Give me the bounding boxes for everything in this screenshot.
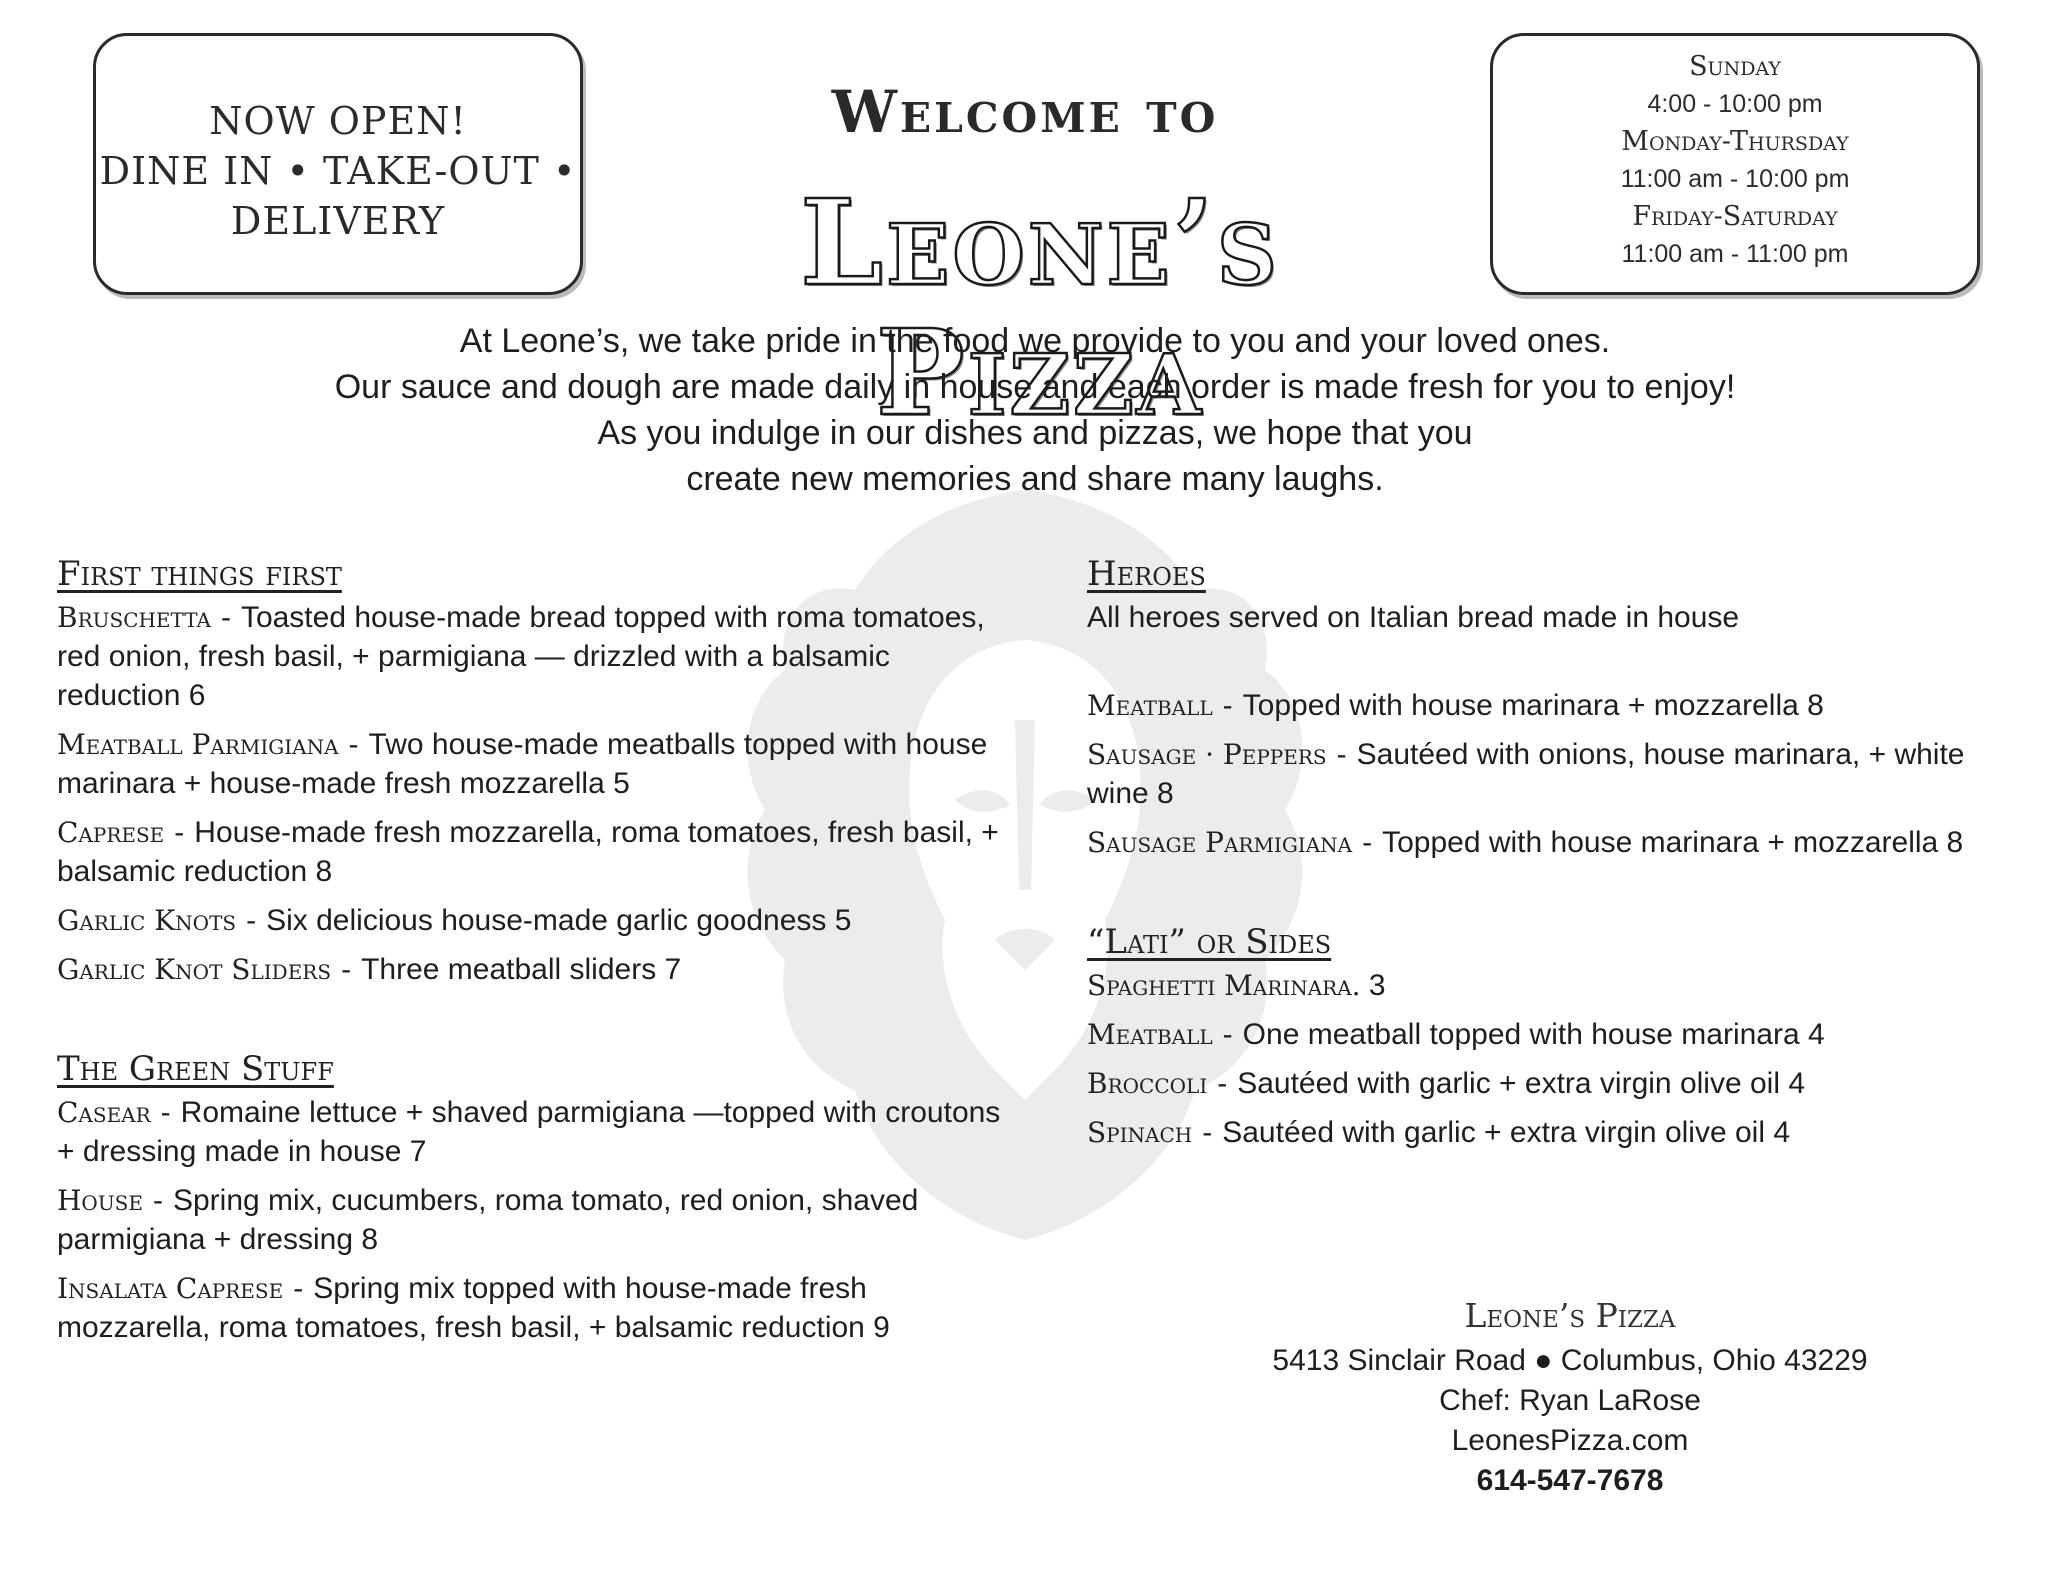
footer-contact bbox=[1180, 1295, 1960, 1501]
menu-item bbox=[1087, 1113, 2007, 1152]
intro-line: As you indulge in our dishes and pizzas, we hope that you bbox=[597, 414, 1473, 452]
menu-item bbox=[57, 598, 1007, 715]
item-name: Broccoli bbox=[1087, 1067, 1208, 1100]
item-name: Insalata Caprese bbox=[57, 1272, 284, 1305]
item-separator: - bbox=[1222, 689, 1233, 722]
item-separator: - bbox=[1362, 826, 1373, 859]
menu-item bbox=[57, 813, 1007, 891]
item-description: Two house-made meatballs topped with house marinara + house-made fresh mozzarella 5 bbox=[57, 728, 988, 800]
menu-item bbox=[57, 725, 1007, 803]
item-separator: - bbox=[341, 953, 352, 986]
menu-item bbox=[57, 901, 1007, 940]
item-separator: - bbox=[152, 1184, 163, 1217]
section-title-green-stuff: The Green Stuff bbox=[57, 1049, 334, 1089]
footer-address: 5413 Sinclair Road ● Columbus, Ohio 43229 bbox=[1272, 1344, 1868, 1377]
footer-restaurant-name: Leone’s Pizza bbox=[1464, 1296, 1676, 1335]
menu-item bbox=[1087, 686, 2007, 725]
item-name: Casear bbox=[57, 1096, 151, 1129]
item-separator: - bbox=[160, 1096, 171, 1129]
intro-line: create new memories and share many laughs. bbox=[686, 460, 1384, 498]
item-description: Topped with house marinara + mozzarella 8 bbox=[1382, 826, 1964, 859]
promo-line-2: DINE IN • TAKE-OUT • bbox=[99, 149, 577, 193]
item-separator: - bbox=[1336, 738, 1347, 771]
hours-time: 11:00 am - 11:00 pm bbox=[1621, 240, 1849, 268]
promo-line-1: NOW OPEN! bbox=[209, 99, 467, 143]
item-description: Romaine lettuce + shaved parmigiana —topped with croutons + dressing made in house 7 bbox=[57, 1096, 1001, 1168]
item-description: Sautéed with onions, house marinara, + white wine 8 bbox=[1087, 738, 1965, 810]
menu-item bbox=[57, 1269, 1007, 1347]
heroes-note: All heroes served on Italian bread made in house bbox=[1087, 601, 1740, 634]
restaurant-title: Leone’s Pizza bbox=[800, 173, 1280, 442]
item-description: Topped with house marinara + mozzarella 8 bbox=[1242, 689, 1824, 722]
item-name: Sausage Parmigiana bbox=[1087, 826, 1353, 859]
menu-item bbox=[1087, 966, 2007, 1005]
menu-item bbox=[57, 1181, 1007, 1259]
intro-line: At Leone’s, we take pride in the food we provide to you and your loved ones. bbox=[459, 322, 1611, 360]
item-description: Six delicious house-made garlic goodness 5 bbox=[266, 904, 852, 937]
section-title-sides: “Lati” or Sides bbox=[1087, 922, 1332, 962]
item-name: Bruschetta bbox=[57, 601, 211, 634]
hours-box bbox=[1490, 33, 1980, 295]
item-name: Meatball Parmigiana bbox=[57, 728, 339, 761]
item-separator: - bbox=[348, 728, 359, 761]
item-separator: - bbox=[220, 601, 231, 634]
item-name: Meatball bbox=[1087, 689, 1213, 722]
intro-line: Our sauce and dough are made daily in house and each order is made fresh for you to enjoy! bbox=[334, 368, 1736, 406]
footer-website: LeonesPizza.com bbox=[1451, 1424, 1689, 1457]
item-separator: - bbox=[246, 904, 257, 937]
menu-item bbox=[57, 950, 1007, 989]
item-name: Garlic Knots bbox=[57, 904, 237, 937]
item-description: 3 bbox=[1368, 969, 1386, 1002]
item-description: Spring mix, cucumbers, roma tomato, red onion, shaved parmigiana + dressing 8 bbox=[57, 1184, 919, 1256]
item-name: Spinach bbox=[1087, 1116, 1193, 1149]
section-title-first-things-first: First things first bbox=[57, 554, 342, 594]
item-description: Toasted house-made bread topped with roma tomatoes, red onion, fresh basil, + parmigiana — drizzled with a balsamic reduction 6 bbox=[57, 601, 985, 712]
item-description: One meatball topped with house marinara 4 bbox=[1242, 1018, 1825, 1051]
promo-box bbox=[93, 33, 583, 295]
item-name: Sausage · Peppers bbox=[1087, 738, 1327, 771]
item-description: Three meatball sliders 7 bbox=[361, 953, 682, 986]
hours-time: 4:00 - 10:00 pm bbox=[1647, 90, 1823, 118]
item-name: House bbox=[57, 1184, 143, 1217]
footer-phone: 614-547-7678 bbox=[1476, 1464, 1664, 1497]
promo-line-3: DELIVERY bbox=[230, 199, 446, 243]
hours-time: 11:00 am - 10:00 pm bbox=[1620, 165, 1850, 193]
menu-item bbox=[1087, 823, 2007, 862]
item-description: Sautéed with garlic + extra virgin olive oil 4 bbox=[1237, 1067, 1806, 1100]
hours-day: Sunday bbox=[1689, 51, 1781, 82]
item-separator: - bbox=[1202, 1116, 1213, 1149]
item-name: Spaghetti Marinara. bbox=[1087, 969, 1361, 1002]
item-name: Garlic Knot Sliders bbox=[57, 953, 332, 986]
menu-item bbox=[1087, 1064, 2007, 1103]
item-separator: - bbox=[293, 1272, 304, 1305]
promo-text bbox=[96, 96, 580, 246]
item-description: House-made fresh mozzarella, roma tomatoes, fresh basil, + balsamic reduction 8 bbox=[57, 816, 999, 888]
item-separator: - bbox=[1222, 1018, 1233, 1051]
hours-day: Monday-Thursday bbox=[1621, 126, 1849, 157]
menu-column-right bbox=[1087, 552, 2007, 1162]
item-name: Caprese bbox=[57, 816, 165, 849]
menu-column-left bbox=[57, 552, 1007, 1357]
item-separator: - bbox=[174, 816, 185, 849]
welcome-heading: Welcome to bbox=[831, 78, 1219, 146]
section-title-heroes: Heroes bbox=[1087, 554, 1206, 594]
item-separator: - bbox=[1217, 1067, 1228, 1100]
item-name: Meatball bbox=[1087, 1018, 1213, 1051]
item-description: Sautéed with garlic + extra virgin olive oil 4 bbox=[1222, 1116, 1791, 1149]
footer-chef: Chef: Ryan LaRose bbox=[1439, 1384, 1701, 1417]
item-description: Spring mix topped with house-made fresh mozzarella, roma tomatoes, fresh basil, + balsamic reduction 9 bbox=[57, 1272, 890, 1344]
menu-item bbox=[1087, 735, 2007, 813]
menu-item bbox=[57, 1093, 1007, 1171]
hours-day: Friday-Saturday bbox=[1632, 201, 1838, 232]
intro-paragraph bbox=[180, 318, 1890, 502]
menu-item bbox=[1087, 1015, 2007, 1054]
